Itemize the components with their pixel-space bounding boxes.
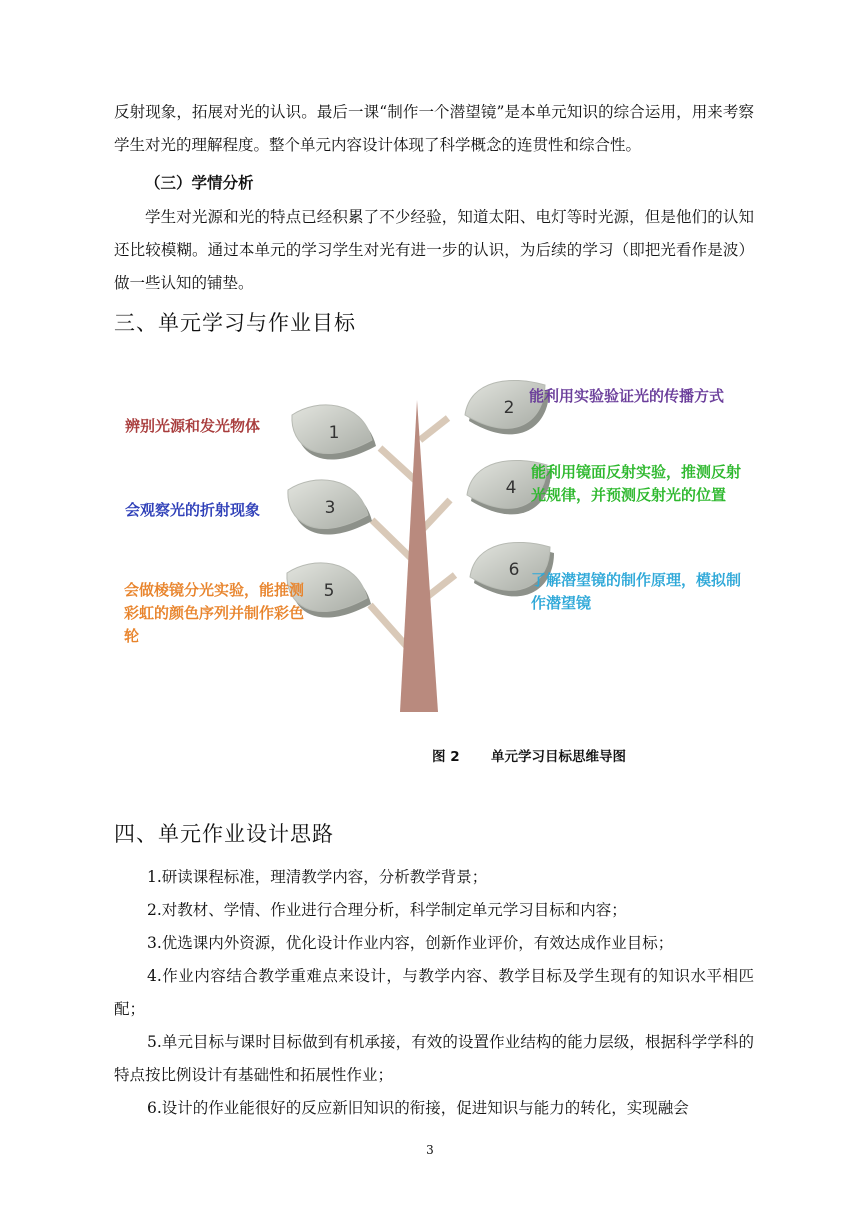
leaf-1-number: 1: [328, 423, 340, 443]
goal-4-text: 能利用镜面反射实验，推测反射光规律，并预测反射光的位置: [531, 463, 742, 504]
design-item-1: 1.研读课程标准，理清教学内容，分析教学背景；: [147, 868, 488, 886]
learning-analysis-heading: （三）学情分析: [145, 174, 254, 192]
goal-3-text: 会观察光的折射现象: [125, 501, 261, 519]
design-item-5: 5.单元目标与课时目标做到有机承接，有效的设置作业结构的能力层级，根据科学学科的特点按比例设计有基础性和拓展性作业；: [114, 1033, 754, 1084]
learning-analysis-text: 学生对光源和光的特点已经积累了不少经验，知道太阳、电灯等时光源，但是他们的认知还比较模糊。通过本单元的学习学生对光有进一步的认识，为后续的学习（即把光看作是波）做一些认知的铺垫。: [114, 208, 754, 292]
design-item-6: 6.设计的作业能很好的反应新旧知识的衔接，促进知识与能力的转化，实现融会: [147, 1099, 689, 1117]
figure-caption-title: 单元学习目标思维导图: [491, 749, 626, 765]
leaf-5-number: 5: [323, 581, 335, 601]
goal-tree-diagram: [110, 360, 760, 730]
goal-1-text: 辨别光源和发光物体: [125, 417, 261, 435]
figure-caption: [432, 745, 626, 765]
design-item-4: 4.作业内容结合教学重难点来设计，与教学内容、教学目标及学生现有的知识水平相匹配；: [114, 967, 754, 1018]
goal-6-text: 了解潜望镜的制作原理，模拟制作潜望镜: [531, 571, 742, 612]
goal-2-text: 能利用实验验证光的传播方式: [529, 387, 725, 405]
leaf-4-number: 4: [505, 478, 517, 498]
design-item-2: 2.对教材、学情、作业进行合理分析，科学制定单元学习目标和内容；: [147, 901, 627, 919]
goal-5-text: 会做棱镜分光实验，能推测彩虹的颜色序列并制作彩色轮: [124, 581, 305, 645]
leaf-6-number: 6: [508, 560, 520, 580]
section4-title: 四、单元作业设计思路: [114, 822, 334, 846]
intro-paragraph: 反射现象，拓展对光的认识。最后一课“制作一个潜望镜”是本单元知识的综合运用，用来考察学生对光的理解程度。整个单元内容设计体现了科学概念的连贯性和综合性。: [114, 103, 754, 154]
leaf-3-number: 3: [324, 498, 336, 518]
page-number: 3: [426, 1143, 434, 1157]
leaf-2-number: 2: [503, 398, 515, 418]
figure-caption-label: 图 2: [432, 749, 460, 765]
design-item-3: 3.优选课内外资源，优化设计作业内容，创新作业评价，有效达成作业目标；: [147, 934, 674, 952]
section3-title: 三、单元学习与作业目标: [114, 311, 356, 335]
